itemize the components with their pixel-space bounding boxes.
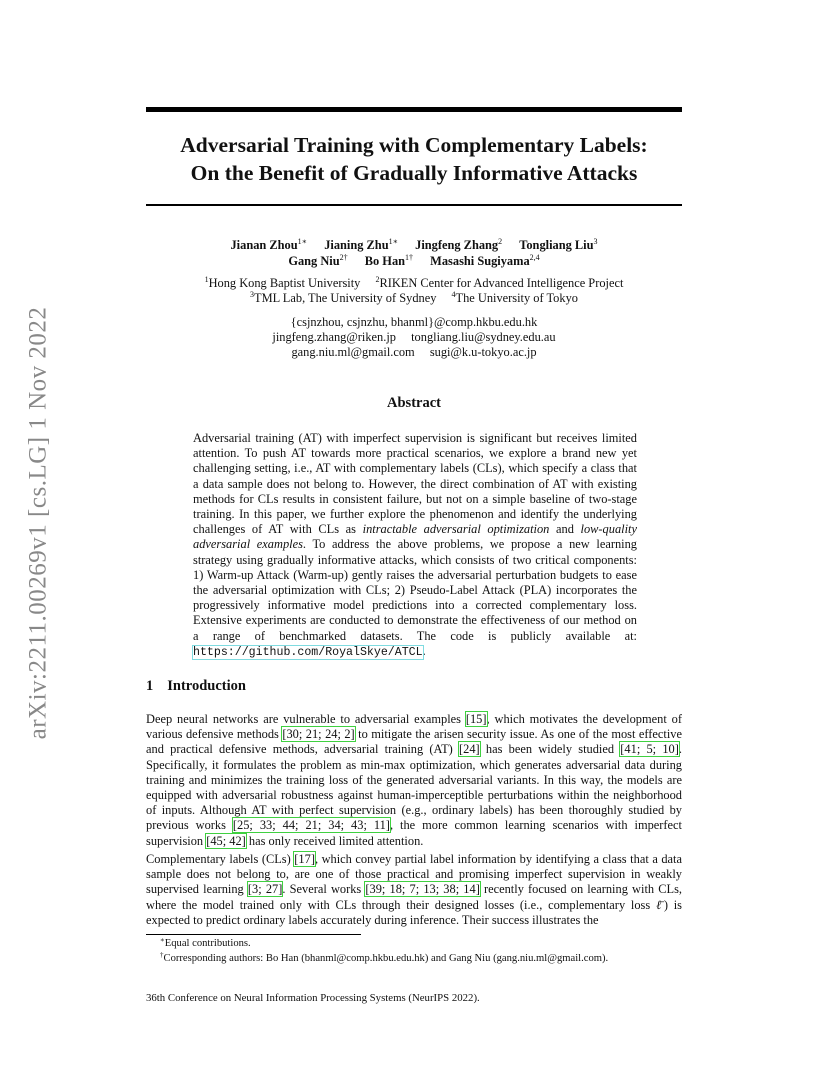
author-row	[146, 253, 682, 269]
citation-link[interactable]: [41; 5; 10]	[620, 742, 679, 757]
abstract-body: Adversarial training (AT) with imperfect supervision is significant but receives limited attention. To push AT towards more practical scenarios, we explore a brand new yet challenging setting, i.e., AT with complementary labels (CLs), which specify a class that a data sample does not belong to. However, the direct combination of AT with existing methods for CLs results in consistent failure, but not on a simple baseline of two-stage training. In this paper, we further explore the phenomenon and identify the underlying challenges of AT with CLs as intractable adversarial optimization and low-quality adversarial examples. To address the above problems, we propose a new learning strategy using gradually informative attacks, which consists of two critical components: 1) Warm-up Attack (Warm-up) gently raises the adversarial perturbation budgets to ease the adversarial optimization with CLs; 2) Pseudo-Label Attack (PLA) incorporates the progressively informative model predictions into a corrected complementary loss. Extensive experiments are conducted to demonstrate the effectiveness of our method on a range of benchmarked datasets. The code is publicly available at: https://github.com/RoyalSkye/ATCL.	[193, 431, 637, 659]
author-list	[146, 237, 682, 269]
citation-link[interactable]: [45; 42]	[206, 833, 246, 848]
author: Jianan Zhou$^{1∗}$	[230, 237, 308, 252]
citation-link[interactable]: [25; 33; 44; 21; 34; 43; 11]	[232, 818, 390, 833]
abstract-emphasis: intractable adversarial optimization	[362, 522, 550, 537]
paper-title	[146, 131, 682, 187]
title-line-2: On the Benefit of Gradually Informative Attacks	[190, 161, 638, 185]
code-repository-link[interactable]: https://github.com/RoyalSkye/ATCL	[193, 645, 423, 659]
author: Tongliang Liu$^3$	[519, 237, 598, 252]
author: Gang Niu$^{2\dagger}$	[288, 253, 348, 268]
intro-paragraph-1: Deep neural networks are vulnerable to adversarial examples [15], which motivates the development of various defensive methods [30; 21; 24; 2] to mitigate the arisen security issue. As one of the most effective and practical defensive methods, adversarial training (AT) [24] has been widely studied [41; 5; 10]. Specifically, it formulates the problem as min-max optimization, which generates adversarial data during training and minimizes the training loss of the generated adversarial variants. In this way, the models are equipped with adversarial robustness against human-imperceptible perturbations within the neighborhood of inputs. Although AT with perfect supervision (e.g., ordinary labels) has been thoroughly studied by previous works [25; 33; 44; 21; 34; 43; 11], the more common learning scenarios with imperfect supervision [45; 42] has only received limited attention.	[146, 712, 682, 848]
title-bottom-rule	[146, 204, 682, 206]
email-list	[146, 315, 682, 360]
email: gang.niu.ml@gmail.com	[291, 345, 415, 359]
abstract-emphasis: low-quality adversarial examples	[193, 522, 637, 552]
intro-paragraph-2: Complementary labels (CLs) [17], which convey partial label information by identifying a class that a data sample does not belong to, are one of those practical and promising imperfect supervision in weakly supervised learning [3; 27]. Several works [39; 18; 7; 13; 38; 14] recently focused on learning with CLs, where the model trained only with CLs through their designed losses (i.e., complementary loss ℓ̄) is expected to predict ordinary labels accurately during inference. Their success illustrates the	[146, 852, 682, 927]
affiliation: $^1$Hong Kong Baptist University	[204, 275, 361, 290]
author: Jingfeng Zhang$^2$	[415, 237, 503, 252]
section-heading-introduction	[146, 678, 246, 695]
conference-note: 36th Conference on Neural Information Processing Systems (NeurIPS 2022).	[146, 992, 480, 1004]
email-row	[146, 315, 682, 330]
section-number: 1	[146, 678, 154, 694]
email: tongliang.liu@sydney.edu.au	[411, 330, 556, 344]
citation-link[interactable]: [15]	[465, 712, 487, 726]
citation-link[interactable]: [17]	[294, 852, 315, 866]
footnote-rule	[146, 934, 361, 935]
author: Bo Han$^{1\dagger}$	[364, 253, 414, 268]
abstract-heading: Abstract	[387, 395, 441, 411]
affiliation: $^3$TML Lab, The University of Sydney	[250, 290, 437, 305]
arxiv-identifier-text: arXiv:2211.00269v1 [cs.LG] 1 Nov 2022	[24, 306, 52, 740]
title-line-1: Adversarial Training with Complementary Labels:	[180, 133, 648, 157]
citation-link[interactable]: [39; 18; 7; 13; 38; 14]	[365, 882, 480, 897]
section-title: Introduction	[167, 678, 246, 694]
email-row	[146, 330, 682, 345]
author-row	[146, 237, 682, 253]
author: Jianing Zhu$^{1∗}$	[324, 237, 399, 252]
email: jingfeng.zhang@riken.jp	[272, 330, 396, 344]
citation-link[interactable]: [30; 21; 24; 2]	[282, 727, 355, 742]
footnote: †Corresponding authors: Bo Han (bhanml@comp.hkbu.edu.hk) and Gang Niu (gang.niu.ml@gmail.com).	[160, 951, 609, 964]
affiliation-row	[146, 276, 682, 291]
title-top-rule	[146, 107, 682, 112]
affiliation-list	[146, 276, 682, 306]
citation-link[interactable]: [3; 27]	[247, 882, 283, 897]
citation-link[interactable]: [24]	[459, 742, 480, 757]
footnotes	[160, 936, 682, 966]
email: sugi@k.u-tokyo.ac.jp	[429, 345, 537, 359]
affiliation-row	[146, 291, 682, 306]
affiliation: $^4$The University of Tokyo	[451, 290, 578, 305]
arxiv-identifier	[20, 288, 56, 758]
affiliation: $^2$RIKEN Center for Advanced Intelligence Project	[375, 275, 624, 290]
footnote: ∗Equal contributions.	[160, 936, 251, 949]
email: {csjnzhou, csjnzhu, bhanml}@comp.hkbu.edu.hk	[290, 315, 538, 329]
loss-symbol: ℓ̄	[655, 897, 664, 912]
author: Masashi Sugiyama$^{2,4}$	[430, 253, 540, 268]
email-row	[146, 345, 682, 360]
